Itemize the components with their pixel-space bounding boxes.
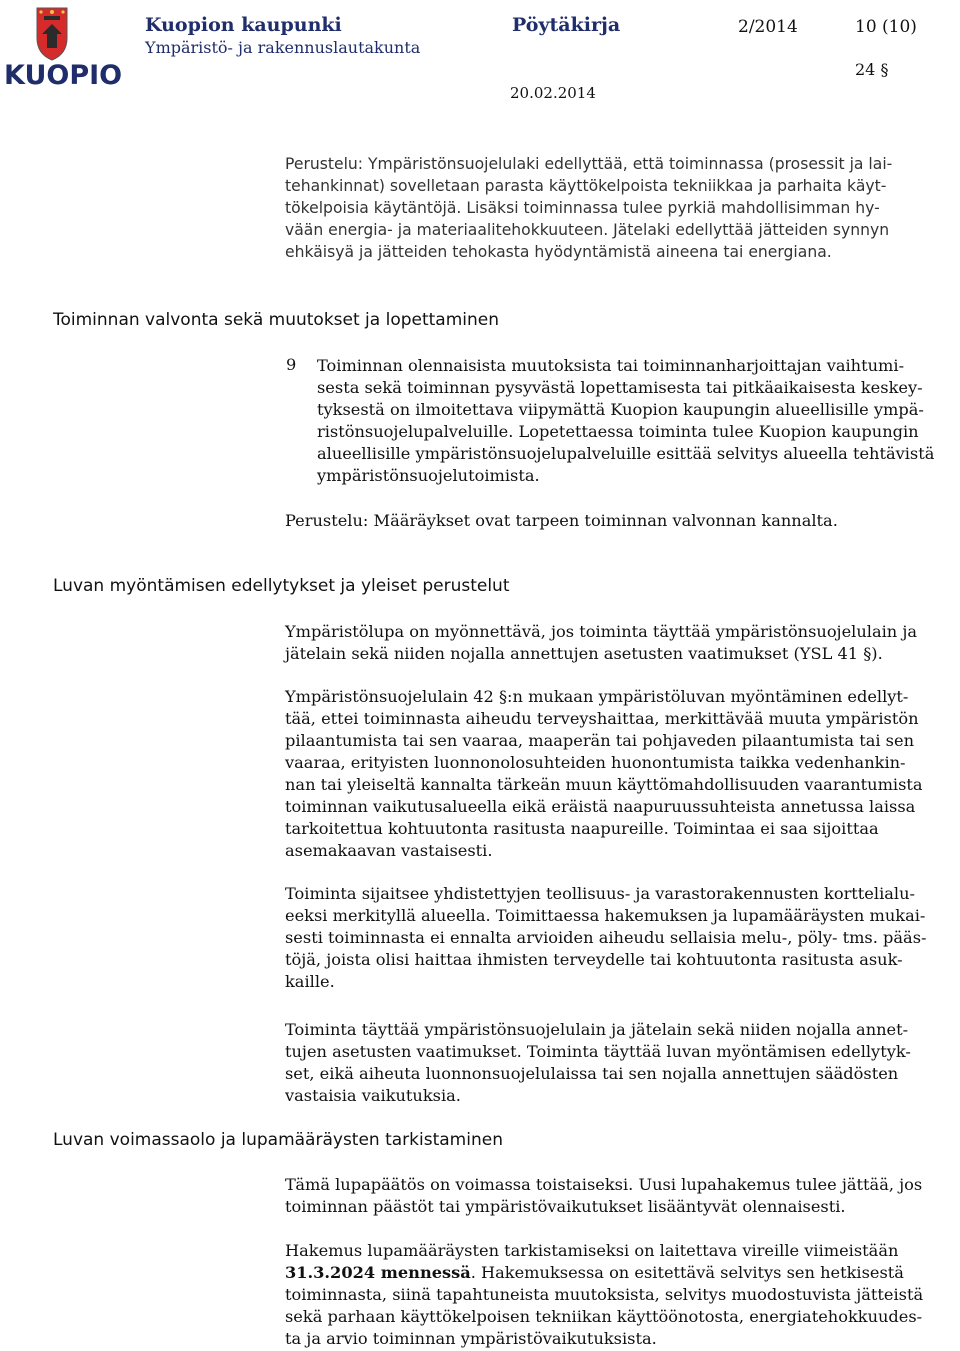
paragraph-requirements-met: Toiminta täyttää ympäristönsuojelulain ja jätelain sekä niiden nojalla annet- tujen asetusten vaatimukset. Toiminta täyttää luvan myöntämisen edellytyk- set, eikä aiheuta luonnonsuojelulaissa tai sen nojalla annettujen säädösten vastaisia vaikutuksia. <box>285 1020 911 1105</box>
committee-name: Ympäristö- ja rakennuslautakunta <box>145 38 421 57</box>
doc-type: Pöytäkirja <box>512 14 621 36</box>
paragraph-validity: Tämä lupapäätös on voimassa toistaiseksi. Uusi lupahakemus tulee jättää, jos toiminnan päästöt tai ympäristövaikutukset lisääntyvät olennaisesti. <box>285 1175 923 1216</box>
section-number: 24 § <box>855 60 889 79</box>
paragraph-location: Toiminta sijaitsee yhdistettyjen teollisuus- ja varastorakennusten korttelialu- eeksi merkityllä alueella. Toimittaessa hakemuksen ja lupamääräysten mukai- sesti toiminnasta ei ennalta arvioiden aiheudu sellaisia melu-, pöly- tms. pääs- töjä, joista olisi haittaa ihmisten terveydelle tai kohtuutonta rasitusta asuk- kaille. <box>285 884 927 991</box>
kuopio-logo <box>4 4 123 94</box>
org-name: Kuopion kaupunki <box>145 14 342 36</box>
paragraph-permit-granted: Ympäristölupa on myönnettävä, jos toiminta täyttää ympäristönsuojelulain ja jätelain sekä niiden nojalla annettujen asetusten vaatimukset (YSL 41 §). <box>285 622 918 663</box>
heading-permit-conditions: Luvan myöntämisen edellytykset ja yleiset perustelut <box>53 576 510 596</box>
paragraph-review-deadline <box>285 1240 955 1350</box>
coat-of-arms-icon <box>4 4 100 62</box>
review-text-start: Hakemus lupamääräysten tarkistamiseksi on laitettava vireille viimeistään <box>285 1241 899 1260</box>
paragraph-ysl-42: Ympäristönsuojelulain 42 §:n mukaan ympäristöluvan myöntäminen edellyt- tää, ettei toiminnasta aiheudu terveyshaittaa, merkittävää muuta ympäristön pilaantumista tai sen vaaraa, maaperän tai pohjaveden pilaantumista tai sen vaaraa, erityisten luonnonolosuhteiden huonontumista taikka vedenhankin- nan tai yleiseltä kannalta tärkeän muun käyttömahdollisuuden vaarantumista toiminnan vaikutusalueella eikä eräistä naapuruussuhteista annetussa laissa tarkoitettua kohtuutonta rasitusta naapureille. Toimintaa ei saa sijoittaa asemakaavan vastaisesti. <box>285 687 923 860</box>
paragraph-item-9: Toiminnan olennaisista muutoksista tai toiminnanharjoittajan vaihtumi- sesta sekä toiminnan pysyvästä lopettamisesta tai pitkäaikaisesta keskey- tyksestä on ilmoitettava viipymättä Kuopion kaupungin alueellisille ympä- ristönsuojelupalveluille. Lopetettaessa toiminta tulee Kuopion kaupungin alueellisille ympäristönsuojelupalveluille esittää selvitys alueella tehtävistä ympäristönsuojelutoimista. <box>317 356 935 485</box>
review-text-end: . Hakemuksessa on esitettävä selvitys sen hetkisestä toiminnasta, siinä tapahtuneista muutoksista, selvitys muodostuvista jätteistä sekä parhaan käyttökelpoisen tekniikan käyttöönotosta, energiatehokkuudes- ta ja arvio toiminnan ympäristövaikutuksista. <box>285 1263 924 1348</box>
paragraph-rationale-monitoring: Perustelu: Määräykset ovat tarpeen toiminnan valvonnan kannalta. <box>285 511 838 530</box>
item-number: 9 <box>286 355 297 374</box>
page-number: 10 (10) <box>855 17 917 37</box>
meeting-date: 20.02.2014 <box>510 84 596 102</box>
doc-number: 2/2014 <box>738 17 798 37</box>
heading-monitoring: Toiminnan valvonta sekä muutokset ja lopettaminen <box>53 310 500 330</box>
review-deadline-date: 31.3.2024 mennessä <box>285 1263 471 1282</box>
logo-text: KUOPIO <box>4 60 123 91</box>
paragraph-rationale-bat: Perustelu: Ympäristönsuojelulaki edellyttää, että toiminnassa (prosessit ja lai- tehankinnat) sovelletaan parasta käyttökelpoista tekniikkaa ja parhaita käyt- tökelpoisia käytäntöjä. Lisäksi toiminnassa tulee pyrkiä mahdollisimman hy- vään energia- ja materiaalitehokkuuteen. Jätelaki edellyttää jätteiden synnyn ehkäisyä ja jätteiden tehokasta hyödyntämistä aineena tai energiana. <box>285 155 893 261</box>
heading-validity: Luvan voimassaolo ja lupamääräysten tarkistaminen <box>53 1130 503 1150</box>
